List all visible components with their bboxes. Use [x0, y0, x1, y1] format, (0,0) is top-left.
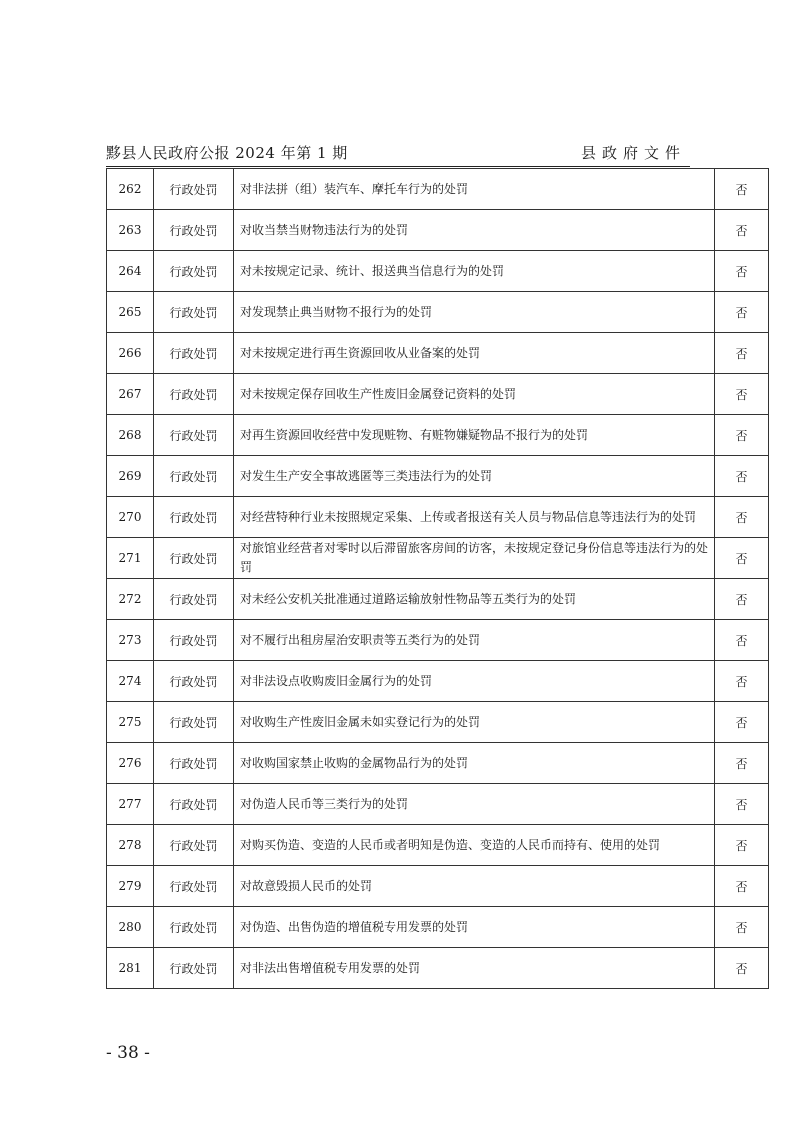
row-type: 行政处罚: [154, 169, 234, 210]
table-body: [107, 169, 769, 989]
row-type: 行政处罚: [154, 374, 234, 415]
table-row: [107, 497, 769, 538]
table-row: [107, 415, 769, 456]
row-flag: 否: [715, 579, 769, 620]
row-flag: 否: [715, 497, 769, 538]
row-flag: 否: [715, 456, 769, 497]
row-flag: 否: [715, 374, 769, 415]
row-type: 行政处罚: [154, 743, 234, 784]
row-flag: 否: [715, 333, 769, 374]
row-type: 行政处罚: [154, 907, 234, 948]
row-item: 对旅馆业经营者对零时以后滞留旅客房间的访客，未按规定登记身份信息等违法行为的处罚: [234, 538, 715, 579]
row-item: 对伪造、出售伪造的增值税专用发票的处罚: [234, 907, 715, 948]
row-item: 对未按规定进行再生资源回收从业备案的处罚: [234, 333, 715, 374]
row-type: 行政处罚: [154, 702, 234, 743]
row-number: 273: [107, 620, 154, 661]
row-flag: 否: [715, 784, 769, 825]
row-flag: 否: [715, 538, 769, 579]
row-number: 279: [107, 866, 154, 907]
row-item: 对未按规定记录、统计、报送典当信息行为的处罚: [234, 251, 715, 292]
row-type: 行政处罚: [154, 456, 234, 497]
table-row: [107, 825, 769, 866]
row-item: 对不履行出租房屋治安职责等五类行为的处罚: [234, 620, 715, 661]
table-row: [107, 948, 769, 989]
row-type: 行政处罚: [154, 251, 234, 292]
row-item: 对非法出售增值税专用发票的处罚: [234, 948, 715, 989]
row-type: 行政处罚: [154, 620, 234, 661]
table-row: [107, 579, 769, 620]
row-number: 281: [107, 948, 154, 989]
row-flag: 否: [715, 251, 769, 292]
row-flag: 否: [715, 907, 769, 948]
table-row: [107, 743, 769, 784]
row-number: 280: [107, 907, 154, 948]
row-number: 267: [107, 374, 154, 415]
row-type: 行政处罚: [154, 866, 234, 907]
row-number: 264: [107, 251, 154, 292]
page-header: [106, 142, 690, 167]
row-number: 270: [107, 497, 154, 538]
row-item: 对收当禁当财物违法行为的处罚: [234, 210, 715, 251]
table-row: [107, 292, 769, 333]
row-item: 对非法设点收购废旧金属行为的处罚: [234, 661, 715, 702]
row-item: 对发现禁止典当财物不报行为的处罚: [234, 292, 715, 333]
page-number: - 38 -: [106, 1043, 150, 1063]
row-flag: 否: [715, 415, 769, 456]
table-row: [107, 251, 769, 292]
section-title: 县政府文件: [580, 144, 686, 162]
bulletin-title: 黟县人民政府公报 2024 年第 1 期: [106, 144, 348, 162]
row-item: 对未经公安机关批准通过道路运输放射性物品等五类行为的处罚: [234, 579, 715, 620]
table-row: [107, 907, 769, 948]
row-number: 272: [107, 579, 154, 620]
row-number: 266: [107, 333, 154, 374]
table-row: [107, 169, 769, 210]
row-flag: 否: [715, 661, 769, 702]
row-number: 278: [107, 825, 154, 866]
table-row: [107, 620, 769, 661]
table-row: [107, 866, 769, 907]
row-number: 263: [107, 210, 154, 251]
row-number: 262: [107, 169, 154, 210]
row-flag: 否: [715, 866, 769, 907]
row-item: 对伪造人民币等三类行为的处罚: [234, 784, 715, 825]
row-item: 对购买伪造、变造的人民币或者明知是伪造、变造的人民币而持有、使用的处罚: [234, 825, 715, 866]
table-row: [107, 333, 769, 374]
row-type: 行政处罚: [154, 661, 234, 702]
table-row: [107, 374, 769, 415]
row-item: 对经营特种行业未按照规定采集、上传或者报送有关人员与物品信息等违法行为的处罚: [234, 497, 715, 538]
row-type: 行政处罚: [154, 538, 234, 579]
row-type: 行政处罚: [154, 210, 234, 251]
row-type: 行政处罚: [154, 579, 234, 620]
row-flag: 否: [715, 292, 769, 333]
row-number: 271: [107, 538, 154, 579]
row-item: 对故意毁损人民币的处罚: [234, 866, 715, 907]
row-item: 对未按规定保存回收生产性废旧金属登记资料的处罚: [234, 374, 715, 415]
row-number: 276: [107, 743, 154, 784]
row-flag: 否: [715, 825, 769, 866]
row-item: 对发生生产安全事故逃匿等三类违法行为的处罚: [234, 456, 715, 497]
row-item: 对收购国家禁止收购的金属物品行为的处罚: [234, 743, 715, 784]
row-number: 274: [107, 661, 154, 702]
row-type: 行政处罚: [154, 497, 234, 538]
row-number: 277: [107, 784, 154, 825]
row-number: 269: [107, 456, 154, 497]
row-number: 275: [107, 702, 154, 743]
row-type: 行政处罚: [154, 948, 234, 989]
table-row: [107, 456, 769, 497]
row-item: 对再生资源回收经营中发现赃物、有赃物嫌疑物品不报行为的处罚: [234, 415, 715, 456]
row-flag: 否: [715, 743, 769, 784]
row-type: 行政处罚: [154, 825, 234, 866]
table-row: [107, 538, 769, 579]
row-flag: 否: [715, 210, 769, 251]
table-row: [107, 210, 769, 251]
row-type: 行政处罚: [154, 415, 234, 456]
table-row: [107, 661, 769, 702]
row-flag: 否: [715, 620, 769, 661]
table-row: [107, 702, 769, 743]
row-flag: 否: [715, 702, 769, 743]
row-type: 行政处罚: [154, 333, 234, 374]
row-number: 268: [107, 415, 154, 456]
row-type: 行政处罚: [154, 292, 234, 333]
row-flag: 否: [715, 948, 769, 989]
row-item: 对非法拼（组）装汽车、摩托车行为的处罚: [234, 169, 715, 210]
table-row: [107, 784, 769, 825]
row-item: 对收购生产性废旧金属未如实登记行为的处罚: [234, 702, 715, 743]
row-type: 行政处罚: [154, 784, 234, 825]
row-flag: 否: [715, 169, 769, 210]
row-number: 265: [107, 292, 154, 333]
penalty-table: [106, 168, 769, 989]
